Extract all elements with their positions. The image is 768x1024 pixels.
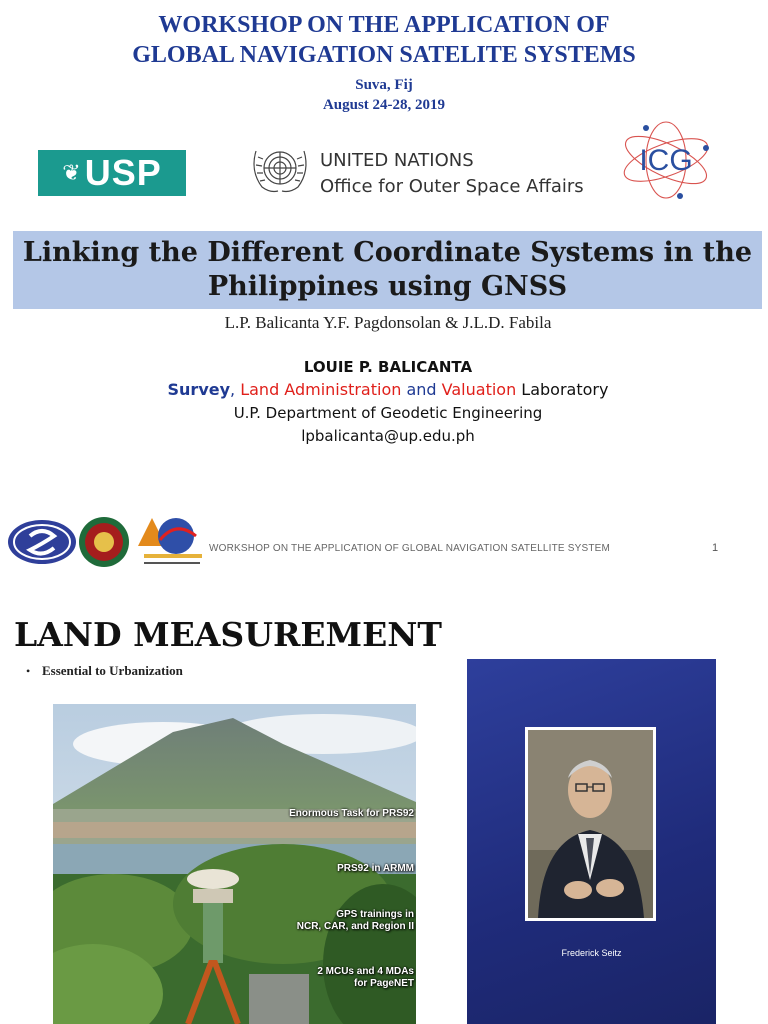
photo-label-gps-trainings: [297, 909, 414, 933]
un-logo-line2: Office for Outer Space Affairs: [320, 176, 584, 197]
un-logo-line1: UNITED NATIONS: [320, 150, 474, 171]
surveyor-lab-logo-icon: [138, 518, 202, 564]
page-number: 1: [712, 542, 719, 554]
slide2-heading: LAND MEASUREMENT: [14, 615, 442, 654]
photo-label-gps-line2: NCR, CAR, and Region II: [296, 921, 414, 932]
photo-label-gps-line1: GPS trainings in: [336, 909, 414, 920]
presentation-title: [13, 236, 762, 304]
workshop-title-line2: GLOBAL NAVIGATION SATELITE SYSTEMS: [132, 42, 636, 68]
footer-text: WORKSHOP ON THE APPLICATION OF GLOBAL NAVIGATION SATELLITE SYSTEM: [209, 543, 611, 554]
presenter-name: LOUIE P. BALICANTA: [303, 358, 473, 376]
lab-land-admin: Land Administration: [240, 380, 402, 399]
photo-label-prs92-armm: PRS92 in ARMM: [337, 863, 414, 874]
lab-name: [0, 380, 768, 399]
department: U.P. Department of Geodetic Engineering: [233, 404, 543, 422]
photo-label-mcus-line2: for PageNET: [353, 978, 414, 989]
workshop-dates: August 24-28, 2019: [322, 97, 446, 113]
un-emblem-icon: [248, 141, 312, 197]
volcano-survey-photo: [53, 704, 416, 1024]
footer-logos: [4, 512, 204, 572]
workshop-title: [0, 10, 768, 70]
portrait-caption: Frederick Seitz: [561, 948, 622, 958]
usp-emblem-icon: ❦: [62, 160, 81, 186]
up-seal-icon: [79, 517, 129, 567]
bullet-item: Essential to Urbanization: [42, 663, 183, 678]
lab-survey: Survey: [167, 380, 231, 399]
photo-label-prs92-task: Enormous Task for PRS92: [289, 808, 414, 819]
lab-and: and: [401, 380, 442, 399]
authors: L.P. Balicanta Y.F. Pagdonsolan & J.L.D. Fabila: [224, 313, 552, 332]
lab-valuation: Valuation: [441, 380, 517, 399]
workshop-location: [0, 75, 768, 115]
email-address[interactable]: lpbalicanta@up.edu.ph: [301, 427, 475, 445]
bullet-marker: •: [26, 664, 31, 678]
photo-label-mcus-line1: 2 MCUs and 4 MDAs: [317, 966, 414, 977]
usp-logo: [38, 150, 186, 196]
portrait-image: [528, 730, 653, 918]
presentation-title-line2: Philippines using GNSS: [207, 271, 568, 302]
icg-logo-text: ICG: [639, 144, 693, 177]
photo-label-mcus: [317, 966, 414, 990]
presentation-title-line1: Linking the Different Coordinate Systems in the: [22, 237, 753, 268]
lab-comma: ,: [230, 380, 241, 399]
icg-logo: [610, 118, 722, 202]
workshop-city: Suva, Fij: [355, 77, 413, 93]
geodetic-logo-icon: [8, 520, 76, 564]
usp-logo-text: USP: [84, 152, 162, 193]
workshop-title-line1: WORKSHOP ON THE APPLICATION OF: [158, 12, 610, 38]
lab-laboratory: Laboratory: [516, 380, 609, 399]
